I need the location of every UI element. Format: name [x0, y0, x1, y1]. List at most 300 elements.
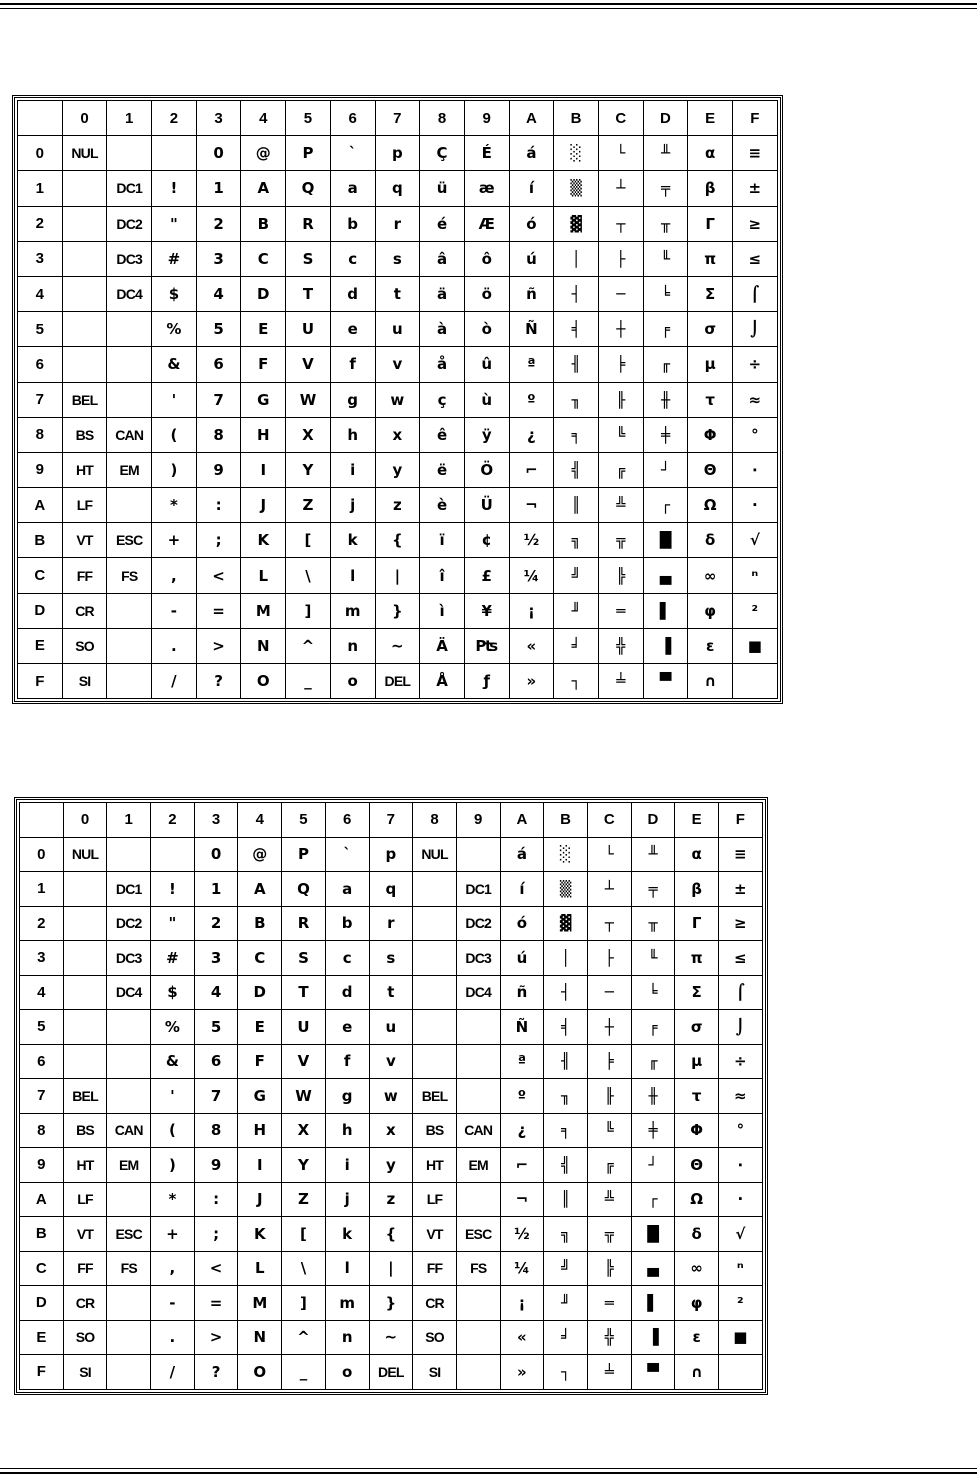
- char-cell: NUL: [413, 837, 457, 872]
- char-cell: @: [241, 136, 286, 171]
- char-cell: S: [282, 941, 326, 976]
- char-cell: DC3: [456, 941, 500, 976]
- char-cell: BEL: [62, 382, 107, 417]
- char-cell: }: [369, 1286, 413, 1321]
- char-cell: ▓: [554, 206, 599, 241]
- char-cell: VT: [413, 1217, 457, 1252]
- char-cell: ≡: [719, 837, 763, 872]
- char-cell: Y: [282, 1148, 326, 1183]
- char-cell: $: [151, 975, 195, 1010]
- char-cell: &: [151, 1044, 195, 1079]
- row-header: 9: [20, 1148, 64, 1183]
- char-cell: {: [369, 1217, 413, 1252]
- character-grid: [19, 802, 763, 1390]
- char-cell: ó: [509, 206, 554, 241]
- char-cell: H: [241, 417, 286, 452]
- char-cell: à: [420, 312, 465, 347]
- char-cell: █: [643, 523, 688, 558]
- char-cell: SI: [62, 664, 107, 699]
- char-cell: J: [238, 1182, 282, 1217]
- char-cell: ├: [587, 941, 631, 976]
- char-cell: DC2: [456, 906, 500, 941]
- char-cell: f: [330, 347, 375, 382]
- char-cell: ┌: [631, 1182, 675, 1217]
- header-row: [18, 101, 778, 136]
- char-cell: ): [152, 452, 197, 487]
- char-cell: ñ: [500, 975, 544, 1010]
- char-cell: ⌐: [500, 1148, 544, 1183]
- char-cell: └: [587, 837, 631, 872]
- char-cell: g: [325, 1079, 369, 1114]
- char-cell: ╟: [598, 382, 643, 417]
- char-cell: ┤: [544, 975, 588, 1010]
- table-row: [20, 837, 763, 872]
- char-cell: ▒: [544, 872, 588, 907]
- table-row: [20, 1148, 763, 1183]
- char-cell: è: [420, 488, 465, 523]
- column-header: 2: [151, 803, 195, 838]
- char-cell: ═: [587, 1286, 631, 1321]
- char-cell: FS: [456, 1251, 500, 1286]
- char-cell: Ñ: [500, 1010, 544, 1045]
- char-cell: ╗: [544, 1217, 588, 1252]
- char-cell: i: [325, 1148, 369, 1183]
- char-cell: CAN: [107, 1113, 151, 1148]
- char-cell: <: [194, 1251, 238, 1286]
- char-cell: ,: [151, 1251, 195, 1286]
- char-cell: │: [544, 941, 588, 976]
- char-cell: º: [509, 382, 554, 417]
- char-cell: ╖: [544, 1079, 588, 1114]
- char-cell: ╖: [554, 382, 599, 417]
- header-row: [20, 803, 763, 838]
- table-row: [18, 628, 778, 663]
- row-header: D: [20, 1286, 64, 1321]
- char-cell: ╔: [587, 1148, 631, 1183]
- column-header: 4: [238, 803, 282, 838]
- char-cell: BS: [62, 417, 107, 452]
- char-cell: v: [375, 347, 420, 382]
- column-header: 7: [369, 803, 413, 838]
- row-header: 1: [20, 872, 64, 907]
- char-cell: ∞: [688, 558, 733, 593]
- char-cell: Ä: [420, 628, 465, 663]
- char-cell: b: [325, 906, 369, 941]
- char-cell: û: [464, 347, 509, 382]
- char-cell: ░: [544, 837, 588, 872]
- char-cell: [63, 975, 107, 1010]
- char-cell: ╧: [598, 664, 643, 699]
- char-cell: n: [325, 1320, 369, 1355]
- char-cell: [107, 1044, 151, 1079]
- char-cell: [62, 241, 107, 276]
- char-cell: π: [688, 241, 733, 276]
- char-cell: (: [151, 1113, 195, 1148]
- char-cell: u: [369, 1010, 413, 1045]
- column-header: D: [631, 803, 675, 838]
- char-cell: ε: [688, 628, 733, 663]
- char-cell: ═: [598, 593, 643, 628]
- char-cell: 4: [196, 276, 241, 311]
- char-cell: [63, 872, 107, 907]
- char-cell: T: [282, 975, 326, 1010]
- char-cell: ±: [719, 872, 763, 907]
- char-cell: ╬: [587, 1320, 631, 1355]
- char-cell: [456, 837, 500, 872]
- char-cell: ╘: [631, 975, 675, 1010]
- char-cell: [62, 171, 107, 206]
- char-cell: ║: [554, 488, 599, 523]
- char-cell: !: [152, 171, 197, 206]
- char-cell: «: [509, 628, 554, 663]
- char-cell: ╤: [643, 171, 688, 206]
- char-cell: EM: [456, 1148, 500, 1183]
- char-cell: DC2: [107, 906, 151, 941]
- char-cell: b: [330, 206, 375, 241]
- char-cell: ╙: [631, 941, 675, 976]
- column-header: E: [675, 803, 719, 838]
- row-header: 2: [18, 206, 63, 241]
- char-cell: +: [151, 1217, 195, 1252]
- char-cell: █: [631, 1217, 675, 1252]
- char-cell: ESC: [107, 1217, 151, 1252]
- char-cell: [: [286, 523, 331, 558]
- char-cell: R: [286, 206, 331, 241]
- char-cell: ï: [420, 523, 465, 558]
- character-table-1: [12, 95, 783, 704]
- char-cell: ₧: [464, 628, 509, 663]
- char-cell: [107, 347, 152, 382]
- char-cell: j: [325, 1182, 369, 1217]
- char-cell: í: [500, 872, 544, 907]
- char-cell: U: [286, 312, 331, 347]
- char-cell: Ç: [420, 136, 465, 171]
- char-cell: [456, 1010, 500, 1045]
- char-cell: [719, 1355, 763, 1390]
- char-cell: ": [151, 906, 195, 941]
- char-cell: SO: [413, 1320, 457, 1355]
- char-cell: 2: [196, 206, 241, 241]
- char-cell: ▀: [631, 1355, 675, 1390]
- char-cell: ╤: [631, 872, 675, 907]
- char-cell: N: [241, 628, 286, 663]
- char-cell: s: [375, 241, 420, 276]
- char-cell: 1: [196, 171, 241, 206]
- row-header: 6: [20, 1044, 64, 1079]
- char-cell: [62, 276, 107, 311]
- char-cell: HT: [63, 1148, 107, 1183]
- char-cell: #: [151, 941, 195, 976]
- column-header: 1: [107, 803, 151, 838]
- char-cell: ≤: [733, 241, 778, 276]
- char-cell: ^: [282, 1320, 326, 1355]
- char-cell: [62, 347, 107, 382]
- table-row: [20, 1044, 763, 1079]
- char-cell: µ: [688, 347, 733, 382]
- char-cell: FS: [107, 1251, 151, 1286]
- row-header: 7: [20, 1079, 64, 1114]
- char-cell: ╒: [643, 312, 688, 347]
- char-cell: ë: [420, 452, 465, 487]
- char-cell: LF: [63, 1182, 107, 1217]
- char-cell: /: [152, 664, 197, 699]
- char-cell: ⌐: [509, 452, 554, 487]
- char-cell: τ: [675, 1079, 719, 1114]
- char-cell: Å: [420, 664, 465, 699]
- char-cell: Ω: [675, 1182, 719, 1217]
- char-cell: CR: [62, 593, 107, 628]
- column-header: 5: [282, 803, 326, 838]
- char-cell: ó: [500, 906, 544, 941]
- row-header: 8: [18, 417, 63, 452]
- column-header: F: [719, 803, 763, 838]
- char-cell: x: [369, 1113, 413, 1148]
- char-cell: ╪: [631, 1113, 675, 1148]
- table-row: [20, 941, 763, 976]
- char-cell: m: [325, 1286, 369, 1321]
- char-cell: 5: [196, 312, 241, 347]
- char-cell: °: [719, 1113, 763, 1148]
- row-header: B: [20, 1217, 64, 1252]
- row-header: 9: [18, 452, 63, 487]
- char-cell: G: [241, 382, 286, 417]
- char-cell: ª: [509, 347, 554, 382]
- char-cell: ╔: [598, 452, 643, 487]
- char-cell: |: [375, 558, 420, 593]
- row-header: 5: [18, 312, 63, 347]
- table-row: [20, 1010, 763, 1045]
- char-cell: !: [151, 872, 195, 907]
- char-cell: Σ: [675, 975, 719, 1010]
- row-header: 1: [18, 171, 63, 206]
- char-cell: ': [152, 382, 197, 417]
- char-cell: ╢: [544, 1044, 588, 1079]
- char-cell: β: [675, 872, 719, 907]
- char-cell: [107, 1079, 151, 1114]
- char-cell: [107, 1286, 151, 1321]
- row-header: A: [18, 488, 63, 523]
- column-header: 3: [194, 803, 238, 838]
- char-cell: BS: [413, 1113, 457, 1148]
- char-cell: CAN: [107, 417, 152, 452]
- char-cell: [456, 1320, 500, 1355]
- char-cell: $: [152, 276, 197, 311]
- char-cell: s: [369, 941, 413, 976]
- char-cell: 2: [194, 906, 238, 941]
- char-cell: É: [464, 136, 509, 171]
- char-cell: º: [500, 1079, 544, 1114]
- char-cell: ╬: [598, 628, 643, 663]
- char-cell: C: [238, 941, 282, 976]
- char-cell: φ: [675, 1286, 719, 1321]
- char-cell: ∩: [688, 664, 733, 699]
- char-cell: Y: [286, 452, 331, 487]
- char-cell: [63, 906, 107, 941]
- table-row: [18, 347, 778, 382]
- char-cell: [733, 664, 778, 699]
- char-cell: δ: [688, 523, 733, 558]
- char-cell: 9: [194, 1148, 238, 1183]
- char-cell: ¡: [509, 593, 554, 628]
- char-cell: ⌡: [719, 1010, 763, 1045]
- char-cell: ö: [464, 276, 509, 311]
- char-cell: z: [375, 488, 420, 523]
- column-header: 3: [196, 101, 241, 136]
- char-cell: Σ: [688, 276, 733, 311]
- char-cell: FF: [63, 1251, 107, 1286]
- char-cell: B: [241, 206, 286, 241]
- char-cell: ·: [719, 1182, 763, 1217]
- char-cell: [413, 975, 457, 1010]
- char-cell: o: [330, 664, 375, 699]
- char-cell: [413, 1010, 457, 1045]
- char-cell: FS: [107, 558, 152, 593]
- char-cell: »: [500, 1355, 544, 1390]
- char-cell: ÿ: [464, 417, 509, 452]
- char-cell: [107, 1355, 151, 1390]
- char-cell: _: [286, 664, 331, 699]
- char-cell: ⁿ: [733, 558, 778, 593]
- char-cell: G: [238, 1079, 282, 1114]
- char-cell: ⌠: [719, 975, 763, 1010]
- char-cell: [107, 1010, 151, 1045]
- char-cell: ▄: [631, 1251, 675, 1286]
- char-cell: -: [151, 1286, 195, 1321]
- table-row: [18, 241, 778, 276]
- char-cell: 6: [196, 347, 241, 382]
- table-row: [18, 312, 778, 347]
- char-cell: L: [238, 1251, 282, 1286]
- char-cell: ╧: [587, 1355, 631, 1390]
- char-cell: [107, 664, 152, 699]
- char-cell: EM: [107, 452, 152, 487]
- char-cell: ⌠: [733, 276, 778, 311]
- char-cell: F: [238, 1044, 282, 1079]
- char-cell: W: [286, 382, 331, 417]
- char-cell: w: [369, 1079, 413, 1114]
- char-cell: U: [282, 1010, 326, 1045]
- char-cell: R: [282, 906, 326, 941]
- char-cell: g: [330, 382, 375, 417]
- table-row: [18, 276, 778, 311]
- char-cell: .: [152, 628, 197, 663]
- char-cell: BS: [63, 1113, 107, 1148]
- char-cell: Φ: [688, 417, 733, 452]
- char-cell: ▒: [554, 171, 599, 206]
- char-cell: %: [152, 312, 197, 347]
- character-table-2: [14, 797, 768, 1395]
- column-header: 7: [375, 101, 420, 136]
- char-cell: Q: [286, 171, 331, 206]
- char-cell: ╨: [631, 837, 675, 872]
- char-cell: DC1: [107, 872, 151, 907]
- char-cell: ╫: [631, 1079, 675, 1114]
- char-cell: (: [152, 417, 197, 452]
- char-cell: ▐: [643, 628, 688, 663]
- column-header: 9: [456, 803, 500, 838]
- table-row: [20, 1113, 763, 1148]
- char-cell: 0: [196, 136, 241, 171]
- char-cell: 1: [194, 872, 238, 907]
- char-cell: e: [330, 312, 375, 347]
- char-cell: ∙: [719, 1148, 763, 1183]
- char-cell: ╦: [587, 1217, 631, 1252]
- char-cell: Z: [286, 488, 331, 523]
- char-cell: I: [241, 452, 286, 487]
- char-cell: [62, 206, 107, 241]
- char-cell: ┘: [643, 452, 688, 487]
- char-cell: r: [369, 906, 413, 941]
- char-cell: α: [675, 837, 719, 872]
- char-cell: [456, 1182, 500, 1217]
- char-cell: ╠: [587, 1251, 631, 1286]
- char-cell: ⌡: [733, 312, 778, 347]
- char-cell: â: [420, 241, 465, 276]
- char-cell: A: [241, 171, 286, 206]
- char-cell: ┬: [587, 906, 631, 941]
- row-header: D: [18, 593, 63, 628]
- char-cell: ¥: [464, 593, 509, 628]
- char-cell: DC1: [107, 171, 152, 206]
- char-cell: M: [238, 1286, 282, 1321]
- char-cell: [107, 837, 151, 872]
- char-cell: j: [330, 488, 375, 523]
- char-cell: 8: [194, 1113, 238, 1148]
- char-cell: 0: [194, 837, 238, 872]
- char-cell: ò: [464, 312, 509, 347]
- char-cell: LF: [413, 1182, 457, 1217]
- char-cell: p: [369, 837, 413, 872]
- char-cell: .: [151, 1320, 195, 1355]
- char-cell: √: [719, 1217, 763, 1252]
- row-header: 0: [18, 136, 63, 171]
- char-cell: Ö: [464, 452, 509, 487]
- char-cell: [152, 136, 197, 171]
- char-cell: ╩: [598, 488, 643, 523]
- row-header: 5: [20, 1010, 64, 1045]
- char-cell: φ: [688, 593, 733, 628]
- char-cell: X: [286, 417, 331, 452]
- char-cell: [107, 488, 152, 523]
- char-cell: |: [369, 1251, 413, 1286]
- row-header: 2: [20, 906, 64, 941]
- row-header: 3: [18, 241, 63, 276]
- char-cell: M: [241, 593, 286, 628]
- char-cell: Æ: [464, 206, 509, 241]
- table-row: [18, 523, 778, 558]
- char-cell: ╛: [544, 1320, 588, 1355]
- row-header: B: [18, 523, 63, 558]
- char-cell: e: [325, 1010, 369, 1045]
- char-cell: Ü: [464, 488, 509, 523]
- char-cell: í: [509, 171, 554, 206]
- char-cell: I: [238, 1148, 282, 1183]
- char-cell: `: [325, 837, 369, 872]
- char-cell: ░: [554, 136, 599, 171]
- char-cell: ¬: [509, 488, 554, 523]
- char-cell: r: [375, 206, 420, 241]
- char-cell: ─: [587, 975, 631, 1010]
- char-cell: ¼: [500, 1251, 544, 1286]
- char-cell: ¿: [509, 417, 554, 452]
- char-cell: k: [325, 1217, 369, 1252]
- char-cell: ╗: [554, 523, 599, 558]
- char-cell: ─: [598, 276, 643, 311]
- char-cell: 7: [196, 382, 241, 417]
- char-cell: σ: [688, 312, 733, 347]
- char-cell: [107, 382, 152, 417]
- char-cell: D: [238, 975, 282, 1010]
